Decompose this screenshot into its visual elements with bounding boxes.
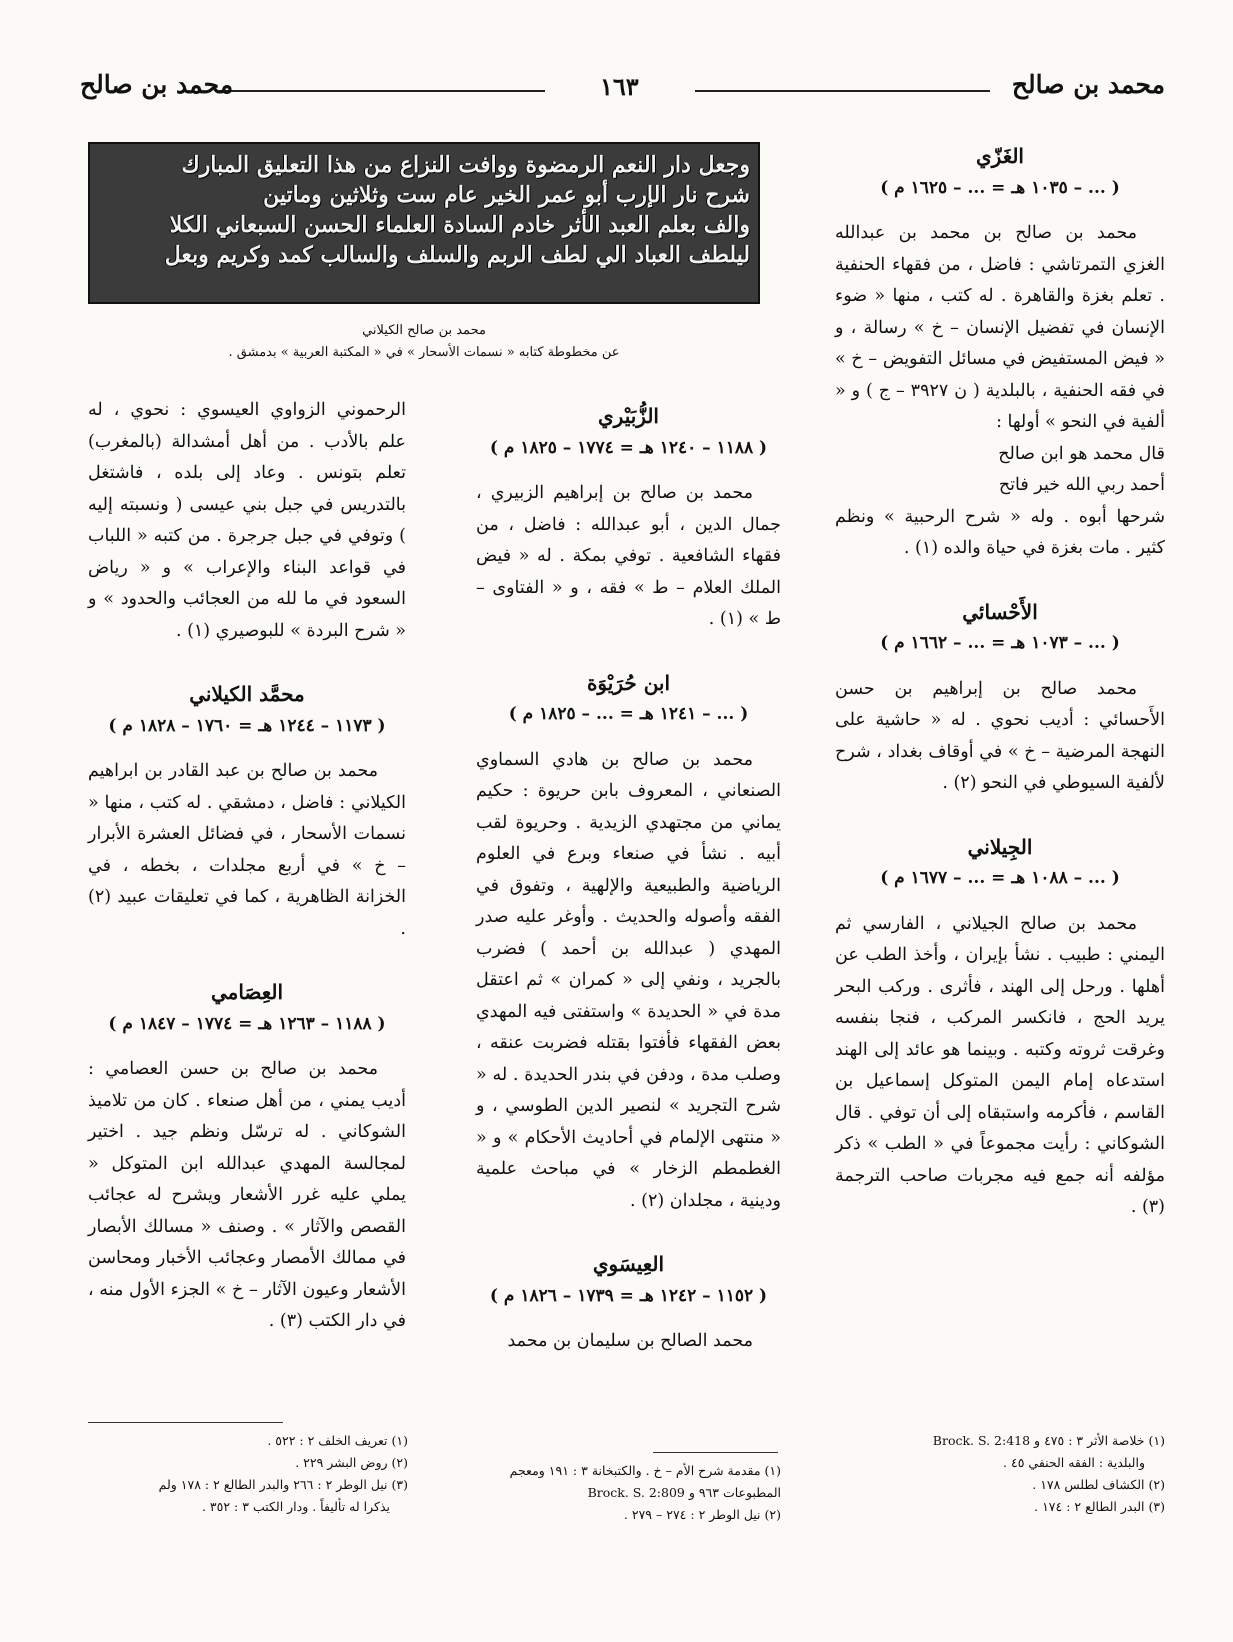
verse-line: أحمد ربي الله خير فاتح — [998, 475, 1165, 495]
image-caption — [88, 320, 760, 364]
footnote: (٣) نيل الوطر ٢ : ٢٦٦ والبدر الطالع ٢ : ١٧٨ ولم — [158, 1477, 408, 1492]
verse-line: قال محمد هو ابن صالح — [998, 443, 1165, 464]
manuscript-line: ليلطف العباد الي لطف الربم والسلف والسالب كمد وكريم وبعل — [164, 242, 750, 268]
entry-dates: ( ... – ١٠٣٥ هـ = ... – ١٦٢٥ م ) — [880, 177, 1120, 198]
footnote: (٢) نيل الوطر ٢ : ٢٧٤ – ٢٧٩ . — [623, 1507, 781, 1522]
entry-text: محمد بن صالح بن محمد بن عبدالله الغزي التمرتاشي : فاضل ، من فقهاء الحنفية . تعلم بغزة والقاهرة . له كتب ، منها « ضوء الإنسان في تفضيل الإنسان – خ » رسالة ، و « فيض المستفيض في مسائل التفويض – خ » في فقه الحنفية ، بالبلدية ( ن ٣٩٢٧ – ج ) و « ألفية في النحو » أولها : — [835, 223, 1165, 432]
footnotes-right — [835, 1430, 1165, 1518]
entry-title: العِيسَوي — [592, 1252, 665, 1276]
footnote: والبلدية : الفقه الحنفي ٤٥ . — [1003, 1455, 1145, 1470]
entry-text: محمد بن صالح بن عبد القادر بن ابراهيم الكيلاني : فاضل ، دمشقي . له كتب ، منها « نسمات الأسحار ، في فضائل العشرة الأبرار – خ » في أربع مجلدات ، بخطه ، في الخزانة الظاهرية ، كما في تعليقات عبيد (٢) . — [88, 761, 406, 939]
footnote: (٢) روض البشر ٢٢٩ . — [295, 1455, 408, 1470]
running-title-left: محمد بن صالح — [80, 70, 234, 99]
footnote-rule — [653, 1452, 778, 1453]
entry-dates: ( ١١٨٨ – ١٢٦٣ هـ = ١٧٧٤ – ١٨٤٧ م ) — [108, 1013, 386, 1034]
footnote: (١) خلاصة الأثر ٣ : ٤٧٥ و Brock. S. 2:418 — [932, 1433, 1165, 1448]
page-header — [80, 70, 1165, 110]
header-rule-right — [695, 90, 990, 92]
entry-dates: ( ١١٧٣ – ١٢٤٤ هـ = ١٧٦٠ – ١٨٢٨ م ) — [108, 715, 386, 736]
entry-dates: ( ... – ١٠٨٨ هـ = ... – ١٦٧٧ م ) — [880, 868, 1120, 888]
entry-title: الجِيلاني — [967, 834, 1033, 859]
right-column — [835, 135, 1165, 1224]
caption-source: عن مخطوطة كتابه « نسمات الأسحار » في « المكتبة العربية » بدمشق . — [228, 345, 620, 360]
entry-text: محمد الصالح بن سليمان بن محمد — [507, 1331, 753, 1351]
entry-title: العِصَامي — [210, 980, 284, 1004]
footnote-rule — [88, 1422, 223, 1423]
footnote: (١) مقدمة شرح الأم – خ . والكتبخانة ٣ : ١٩١ ومعجم — [509, 1463, 781, 1478]
entry-title: الغَزّي — [976, 144, 1024, 168]
entry-dates: ( ... – ١٠٧٣ هـ = ... – ١٦٦٢ م ) — [880, 633, 1120, 653]
caption-name: محمد بن صالح الكيلاني — [362, 323, 486, 338]
entry-title: الأَحْسائي — [962, 599, 1038, 624]
manuscript-line: والف بعلم العبد الأثر خادم السادة العلماء الحسن السبعاني الكلا — [169, 212, 750, 238]
entry-text: محمد بن صالح بن حسن العصامي : أديب يمني ، من أهل صنعاء . كان من تلاميذ الشوكاني . له ترسّل ونظم جيد . اختير لمجالسة المهدي عبدالله ابن المتوكل « يملي عليه غرر الأشعار ويشرح له عجائب القصص والآثار » . وصنف « مسالك الأبصار في ممالك الأمصار وعجائب الأخبار ومحاسن الأشعار وعيون الآثار – خ » الجزء الأول منه ، في دار الكتب (٣) . — [88, 1059, 406, 1331]
manuscript-image — [88, 142, 760, 304]
footnotes-middle — [471, 1460, 781, 1526]
entry-text: شرحها أبوه . وله « شرح الرحبية » ونظم كثير . مات بغزة في حياة والده (١) . — [835, 506, 1165, 558]
left-column — [88, 395, 406, 1338]
entry-title: محمَّد الكيلاني — [189, 682, 305, 706]
middle-column — [476, 395, 781, 1358]
entry-dates: ( ... – ١٢٤١ هـ = ... – ١٨٢٥ م ) — [508, 704, 749, 724]
footnotes-left — [88, 1430, 408, 1518]
entry-title: ابن حُرَيْوَة — [586, 670, 671, 695]
footnote: (٣) البدر الطالع ٢ : ١٧٤ . — [1034, 1499, 1165, 1514]
entry-text: محمد بن صالح بن إبراهيم الزبيري ، جمال الدين ، أبو عبدالله : فاضل ، من فقهاء الشافعية . توفي بمكة . له « فيض الملك العلام – ط » فقه ، و « الفتاوى – ط » (١) . — [476, 483, 781, 629]
header-rule-left — [220, 90, 545, 92]
entry-text: محمد بن صالح بن هادي السماوي الصنعاني ، المعروف بابن حريوة : حكيم يماني من مجتهدي الزيدية . وحريوة لقب أبيه . نشأ في صنعاء وبرع في العلوم الرياضية والطبيعية والإلهية ، وتفوق في الفقه وأصوله والحديث . وأوغر عليه صدر المهدي ( عبدالله بن أحمد ) فضرب بالجريد ، ونفي إلى « كمران » ثم اعتقل مدة في « الحديدة » واستفتى فيه المهدي بعض الفقهاء فأفتوا بقتله فضربت عنقه ، وصلب مدة ، ودفن في بندر الحديدة . له « شرح التجريد » لنصير الدين الطوسي ، و « منتهى الإلمام في أحاديث الأحكام » و « الغطمطم الزخار » في مباحث علمية ودينية ، مجلدان (٢) . — [476, 749, 781, 1211]
entry-text: محمد صالح بن إبراهيم بن حسن الأَحسائي : أديب نحوي . له « حاشية على النهجة المرضية – خ » في أوقاف بغداد ، شرح لألفية السيوطي في النحو (٢) . — [835, 678, 1165, 793]
entry-text: محمد بن صالح الجيلاني ، الفارسي ثم اليمني : طبيب . نشأ بإيران ، وأخذ الطب عن أهلها . ورحل إلى الهند ، فأثرى . وركب البحر يريد الحج ، فانكسر المركب ، فنجا بنفسه وغرقت ثروته وكتبه . وبينما هو عائد إلى الهند استدعاه إمام اليمن المتوكل إسماعيل بن القاسم ، فأكرمه واستبقاه إلى أن توفي . قال الشوكاني : رأيت مجموعاً في « الطب » ذكر مؤلفه أنه جمع فيه مجربات صاحب الترجمة (٣) . — [835, 913, 1165, 1217]
entry-text: الرحموني الزواوي العيسوي : نحوي ، له علم بالأدب . من أهل أمشدالة (بالمغرب) تعلم بتونس . وعاد إلى بلده ، فاشتغل بالتدريس في جبل بني عيسى ( ونسبته إليه ) وتوفي في جبل جرجرة . من كتبه « اللباب في قواعد البناء والإعراب » و « رياض السعود في ما لله من العجائب والحدود » و « شرح البردة » للبوصيري (١) . — [88, 400, 406, 641]
running-title-right: محمد بن صالح — [1011, 70, 1165, 99]
footnote: (١) تعريف الخلف ٢ : ٥٢٢ . — [267, 1433, 408, 1448]
entry-dates: ( ١١٥٢ – ١٢٤٢ هـ = ١٧٣٩ – ١٨٢٦ م ) — [489, 1285, 768, 1306]
entry-dates: ( ١١٨٨ – ١٢٤٠ هـ = ١٧٧٤ – ١٨٢٥ م ) — [489, 437, 768, 458]
footnote: المطبوعات ٩٦٣ و Brock. S. 2:809 — [587, 1485, 781, 1500]
manuscript-line: وجعل دار النعم الرمضوة ووافت النزاع من هذا التعليق المبارك — [181, 152, 750, 178]
entry-title: الزُّبَيْري — [598, 404, 659, 428]
page-number: ١٦٣ — [600, 72, 639, 101]
manuscript-line: شرح نار الإرب أبو عمر الخير عام ست وثلاثين وماتين — [263, 182, 750, 208]
footnote: (٢) الكشاف لطلس ١٧٨ . — [1032, 1477, 1165, 1492]
footnote: يذكرا له تأليفاً . ودار الكتب ٣ : ٣٥٢ . — [201, 1499, 390, 1514]
